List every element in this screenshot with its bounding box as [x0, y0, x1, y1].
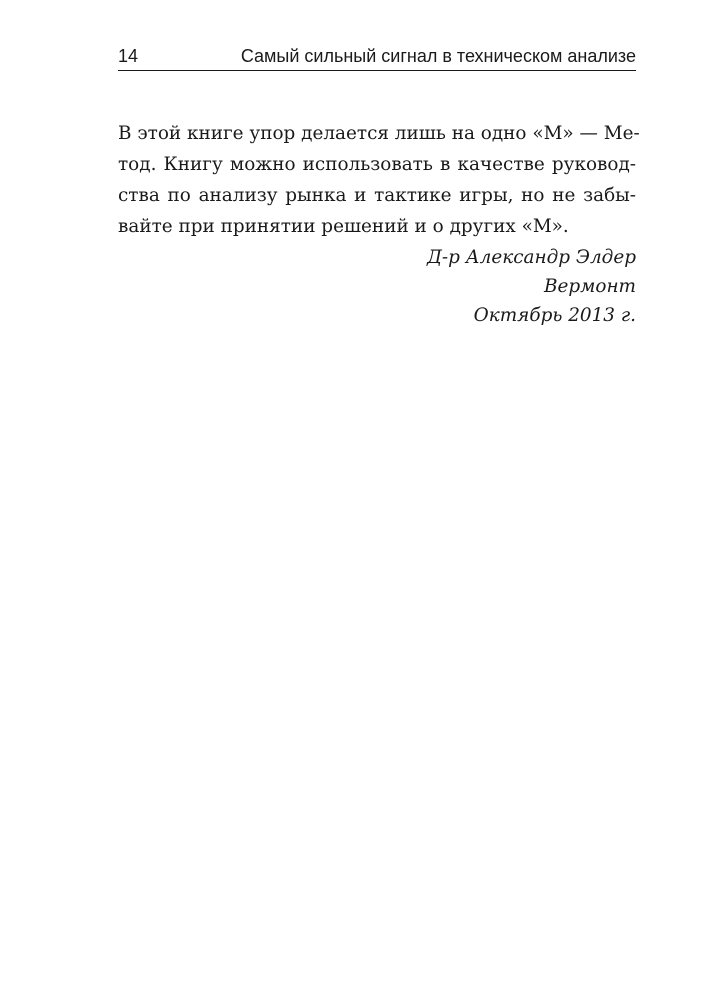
- signature-author: Д-р Александр Элдер: [426, 247, 636, 268]
- paragraph-line: В этой книге упор делается лишь на одно «М» — Ме-: [118, 123, 640, 144]
- signature-date: Октябрь 2013 г.: [473, 305, 636, 326]
- paragraph-line: ства по анализу рынка и тактике игры, но не забы-: [118, 185, 636, 206]
- signature-place: Вермонт: [543, 276, 636, 297]
- page-number: 14: [118, 46, 139, 66]
- chapter-title: Самый сильный сигнал в техническом анализе: [240, 46, 636, 66]
- body-paragraph: [118, 118, 640, 242]
- signature-block: [118, 243, 636, 330]
- paragraph-line: вайте при принятии решений и о других «М».: [118, 216, 569, 237]
- running-header: [118, 42, 636, 71]
- paragraph-line: тод. Книгу можно использовать в качестве руковод-: [118, 154, 636, 175]
